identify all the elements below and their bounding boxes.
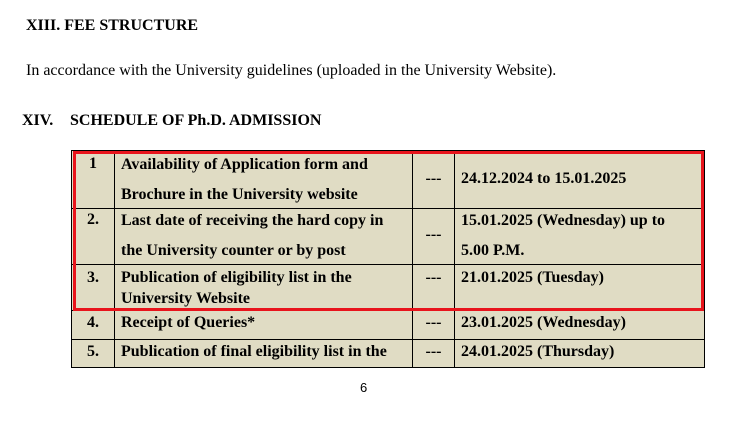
section-number: XIV. [22,112,54,129]
table-cell-dash: --- [413,209,454,264]
table-cell-sno: 5. [72,340,114,367]
section-title: SCHEDULE OF Ph.D. ADMISSION [70,112,322,129]
section-heading-schedule [22,112,321,130]
table-divider [114,151,115,367]
table-cell-sno: 1 [72,151,114,208]
table-cell-date: 15.01.2025 (Wednesday) up to 5.00 P.M. [455,209,704,264]
page-number: 6 [360,380,368,395]
table-cell-dash: --- [413,340,454,367]
table-cell-date: 24.01.2025 (Thursday) [455,340,704,367]
schedule-table [71,150,705,368]
table-divider [412,151,413,367]
table-cell-event: Publication of final eligibility list in the [115,340,412,367]
table-divider [72,339,704,340]
table-cell-dash: --- [413,151,454,208]
table-divider [72,208,704,209]
table-divider [72,310,704,311]
table-cell-event: Availability of Application form and Brochure in the University website [115,151,412,208]
table-cell-event: Last date of receiving the hard copy in the University counter or by post [115,209,412,264]
table-cell-dash: --- [413,265,454,310]
table-cell-event: Receipt of Queries* [115,311,412,339]
table-cell-date: 21.01.2025 (Tuesday) [455,265,704,310]
section-heading-fee-structure: XIII. FEE STRUCTURE [26,17,199,34]
table-cell-sno: 2. [72,209,114,264]
table-cell-event: Publication of eligibility list in the University Website [115,265,412,310]
table-cell-sno: 3. [72,265,114,310]
table-divider [454,151,455,367]
table-cell-sno: 4. [72,311,114,339]
table-cell-dash: --- [413,311,454,339]
table-cell-date: 23.01.2025 (Wednesday) [455,311,704,339]
fee-structure-text: In accordance with the University guidelines (uploaded in the University Website). [26,62,557,79]
table-cell-date: 24.12.2024 to 15.01.2025 [455,151,704,208]
table-divider [72,264,704,265]
